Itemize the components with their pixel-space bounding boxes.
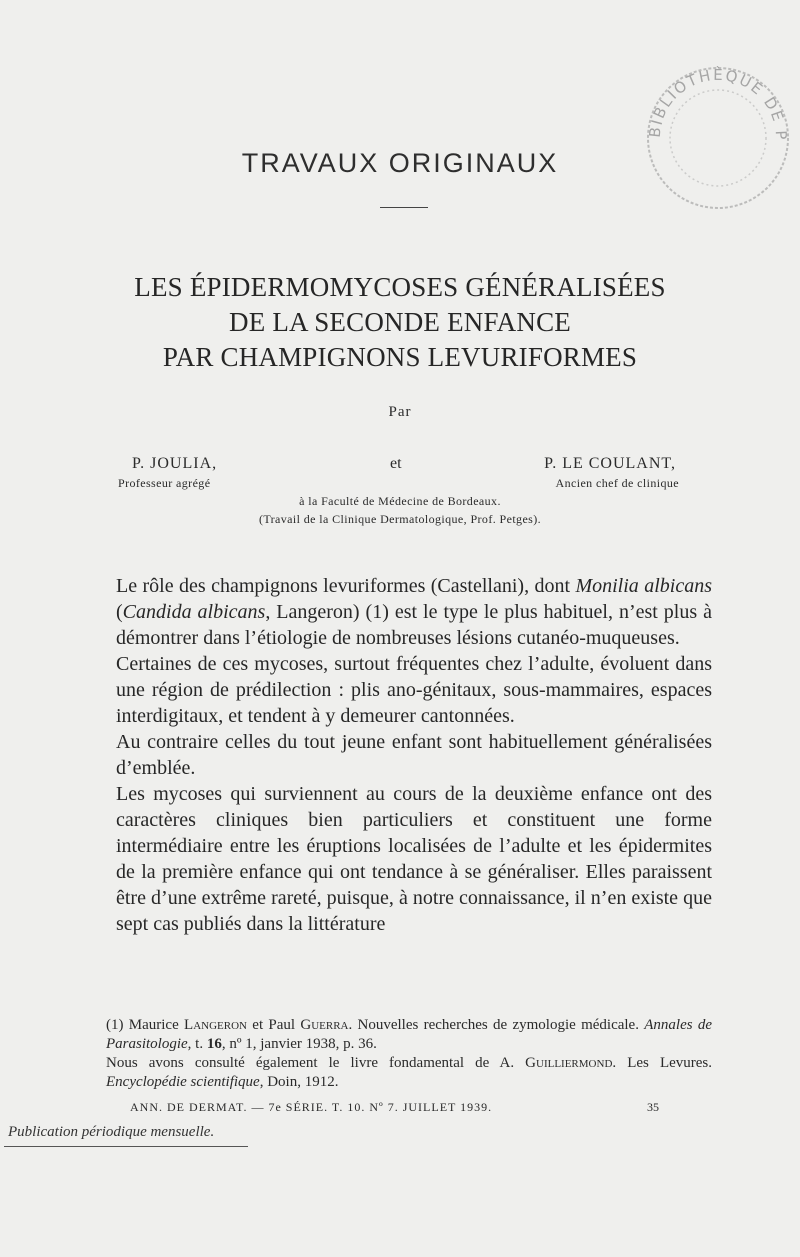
article-title <box>0 270 800 375</box>
title-separator-rule <box>380 207 428 208</box>
byline-label: Par <box>388 404 412 420</box>
affiliation-line-1: à la Faculté de Médecine de Bordeaux. <box>299 494 501 508</box>
article-title-line-1: LES ÉPIDERMOMYCOSES GÉNÉRALISÉES <box>134 272 666 302</box>
article-title-line-3: PAR CHAMPIGNONS LEVURIFORMES <box>162 342 638 372</box>
affiliation <box>0 492 800 528</box>
author-left-role: Professeur agrégé <box>118 476 211 490</box>
footnote-1: (1) Maurice Langeron et Paul Guerra. Nouvelles recherches de zymologie médicale. Annales de Parasitologie, t. 16, nº 1, janvier 1938, p. 36. <box>106 1017 713 1052</box>
body-paragraph: Les mycoses qui surviennent au cours de la deuxième enfance ont des caractères cliniques bien particuliers et constituent une forme intermédiaire entre les éruptions localisées de l’adulte et les épidermites de la première enfance qui ont tendance à se généraliser. Elles paraissent être d’une extrême rareté, puisque, à notre connaissance, il n’en existe que sept cas publiés dans la littérature <box>116 783 712 935</box>
section-title: TRAVAUX ORIGINAUX <box>241 148 559 178</box>
body-paragraph: Le rôle des champignons levuriformes (Castellani), dont Monilia albicans (Candida albicans, Langeron) (1) est le type le plus habituel, n’est plus à démontrer dans l’étiologie de nombreuses lésions cutanéo-muqueuses. <box>116 575 712 649</box>
italic-term: Candida albicans <box>122 601 266 623</box>
page-number: 35 <box>647 1100 659 1114</box>
article-body <box>116 573 712 937</box>
affiliation-line-2: (Travail de la Clinique Dermatologique, Prof. Petges). <box>258 512 542 526</box>
publication-note-rule <box>4 1146 248 1147</box>
footnote-2: Nous avons consulté également le livre fondamental de A. Guilliermond. Les Levures. Encyclopédie scientifique, Doin, 1912. <box>106 1055 713 1090</box>
library-stamp-icon <box>630 46 798 214</box>
svg-text:BIBLIOTHÈQUE DE PARIS: BIBLIOTHÈQUE DE P <box>645 65 791 141</box>
publication-note: Publication périodique mensuelle. <box>8 1124 215 1140</box>
author-right-role: Ancien chef de clinique <box>555 476 679 490</box>
article-title-line-2: DE LA SECONDE ENFANCE <box>229 307 571 337</box>
footnotes <box>106 1016 712 1092</box>
body-paragraph: Au contraire celles du tout jeune enfant sont habituellement généralisées d’emblée. <box>116 731 712 779</box>
author-conjunction: et <box>390 455 402 472</box>
italic-term: Monilia albicans <box>575 575 712 597</box>
author-left-name: P. JOULIA, <box>132 455 218 472</box>
journal-citation: ANN. DE DERMAT. — 7e SÉRIE. T. 10. Nº 7. JUILLET 1939. <box>130 1100 493 1114</box>
author-right-name: P. LE COULANT, <box>544 455 676 472</box>
body-paragraph: Certaines de ces mycoses, surtout fréquentes chez l’adulte, évoluent dans une région de prédilection : plis ano-génitaux, sous-mammaires, espaces interdigitaux, et tendent à y demeurer cantonnées. <box>116 653 712 727</box>
